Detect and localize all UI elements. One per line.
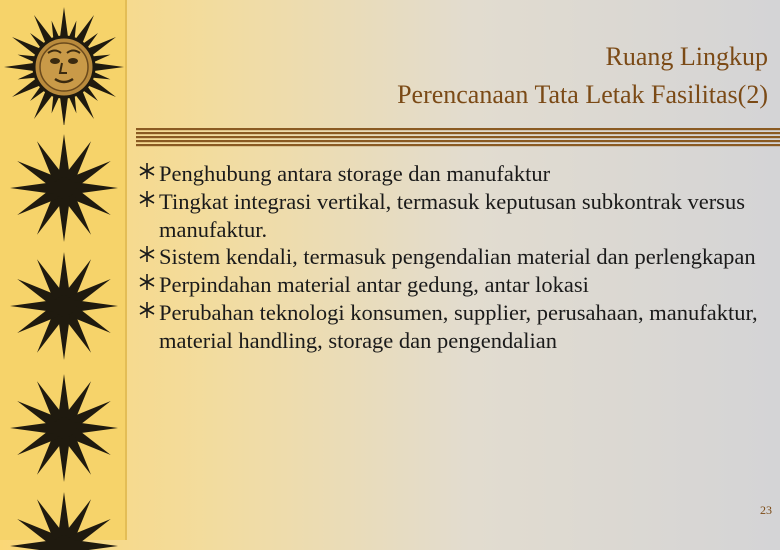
- list-item: [138, 271, 768, 299]
- sunburst-icon: [8, 372, 120, 484]
- list-item: [138, 160, 768, 188]
- bullet-text: Penghubung antara storage dan manufaktur: [159, 161, 551, 186]
- sunburst-icon: [8, 490, 120, 550]
- bullet-star-icon: [138, 190, 156, 208]
- title-divider: [136, 127, 780, 149]
- bullet-list: [138, 160, 768, 355]
- slide-title: [397, 38, 768, 114]
- title-line-2: Perencanaan Tata Letak Fasilitas(2): [397, 80, 768, 109]
- bullet-star-icon: [138, 301, 156, 319]
- sidebar-edge: [125, 0, 127, 540]
- bullet-text: Perpindahan material antar gedung, antar lokasi: [159, 272, 589, 298]
- list-item: [138, 243, 768, 271]
- bullet-star-icon: [138, 245, 156, 263]
- sun-face-icon: [4, 5, 124, 125]
- sunburst-icon: [8, 132, 120, 244]
- bullet-text: Perubahan teknologi konsumen, supplier, perusahaan, manufaktur, material handling, storage dan pengendalian: [159, 299, 758, 353]
- bullet-text: Tingkat integrasi vertikal, termasuk keputusan subkontrak versus manufaktur.: [159, 188, 745, 242]
- list-item: [138, 188, 768, 244]
- list-item: [138, 299, 768, 355]
- bullet-star-icon: [138, 273, 156, 291]
- title-line-1: Ruang Lingkup: [605, 42, 768, 71]
- sunburst-icon: [8, 250, 120, 362]
- bullet-text: Sistem kendali, termasuk pengendalian material dan perlengkapan: [159, 244, 756, 270]
- bullet-star-icon: [138, 162, 156, 180]
- page-number: 23: [760, 503, 772, 517]
